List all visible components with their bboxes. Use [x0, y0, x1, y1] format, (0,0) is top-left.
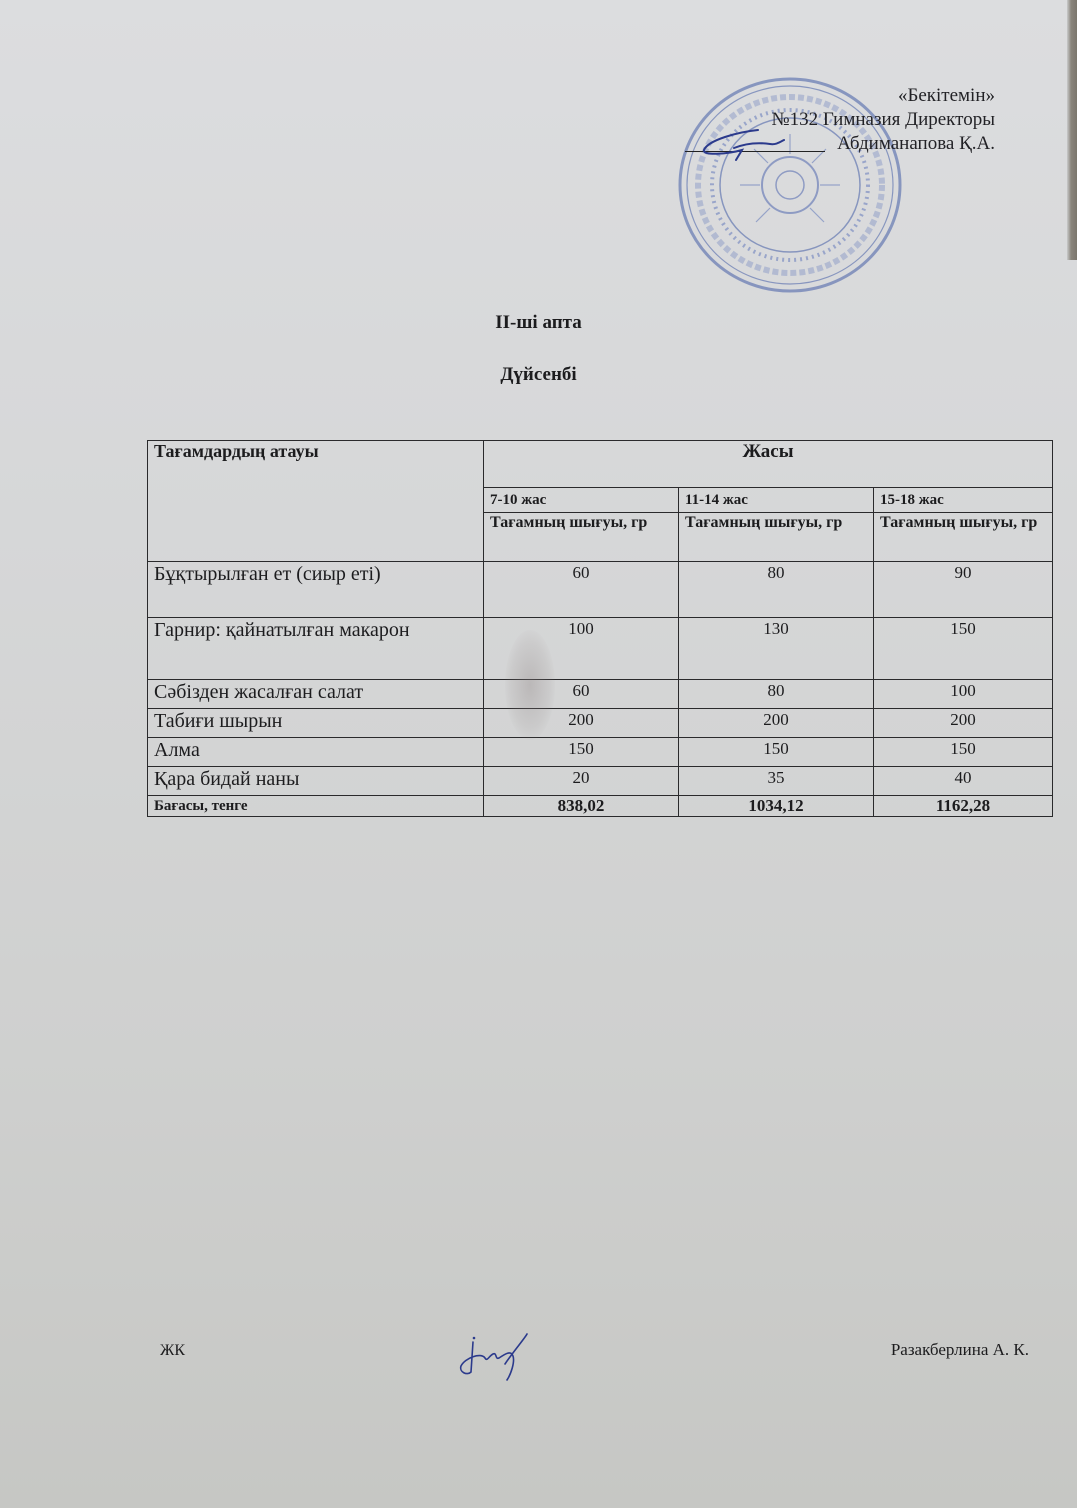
paper-edge	[1067, 0, 1077, 260]
output-header: Тағамның шығуы, гр	[679, 513, 874, 562]
menu-table	[147, 440, 1053, 817]
portion-15-18: 100	[874, 680, 1053, 709]
table-row	[148, 767, 1053, 796]
output-header: Тағамның шығуы, гр	[874, 513, 1053, 562]
price-15-18: 1162,28	[874, 796, 1053, 817]
portion-15-18: 90	[874, 562, 1053, 618]
portion-7-10: 100	[484, 618, 679, 680]
portion-11-14: 80	[679, 680, 874, 709]
approved-label: «Бекітемін»	[897, 85, 995, 106]
price-row	[148, 796, 1053, 817]
portion-15-18: 150	[874, 738, 1053, 767]
director-name: Абдиманапова Қ.А.	[837, 133, 995, 154]
week-title: II-ші апта	[495, 312, 582, 333]
portion-11-14: 35	[679, 767, 874, 796]
dish-name: Бұқтырылған ет (сиыр еті)	[148, 562, 484, 618]
portion-15-18: 200	[874, 709, 1053, 738]
output-header: Тағамның шығуы, гр	[484, 513, 679, 562]
price-label: Бағасы, тенге	[148, 796, 484, 817]
dish-name: Табиғи шырын	[148, 709, 484, 738]
portion-15-18: 40	[874, 767, 1053, 796]
day-title: Дүйсенбі	[500, 364, 577, 385]
table-row	[148, 618, 1053, 680]
portion-7-10: 200	[484, 709, 679, 738]
price-11-14: 1034,12	[679, 796, 874, 817]
price-7-10: 838,02	[484, 796, 679, 817]
age-header: Жасы	[484, 441, 1053, 488]
dish-name: Сәбізден жасалған салат	[148, 680, 484, 709]
table-row	[148, 738, 1053, 767]
portion-11-14: 200	[679, 709, 874, 738]
director-signature-icon	[698, 126, 788, 162]
table-header-row	[148, 441, 1053, 488]
portion-11-14: 80	[679, 562, 874, 618]
portion-15-18: 150	[874, 618, 1053, 680]
portion-7-10: 20	[484, 767, 679, 796]
age-group-11-14: 11-14 жас	[679, 488, 874, 513]
portion-11-14: 130	[679, 618, 874, 680]
portion-7-10: 60	[484, 680, 679, 709]
director-position: №132 Гимназия Директоры	[771, 109, 995, 130]
portion-7-10: 60	[484, 562, 679, 618]
table-row	[148, 680, 1053, 709]
portion-11-14: 150	[679, 738, 874, 767]
portion-7-10: 150	[484, 738, 679, 767]
dish-name-header: Тағамдардың атауы	[148, 441, 484, 562]
dish-name: Гарнир: қайнатылған макарон	[148, 618, 484, 680]
age-group-15-18: 15-18 жас	[874, 488, 1053, 513]
signer-signature-icon	[455, 1328, 535, 1384]
dish-name: Алма	[148, 738, 484, 767]
age-group-7-10: 7-10 жас	[484, 488, 679, 513]
table-row	[148, 709, 1053, 738]
dish-name: Қара бидай наны	[148, 767, 484, 796]
signer-name: Разакберлина А. К.	[890, 1340, 1029, 1359]
footer-left-label: ЖК	[160, 1342, 186, 1359]
table-row	[148, 562, 1053, 618]
